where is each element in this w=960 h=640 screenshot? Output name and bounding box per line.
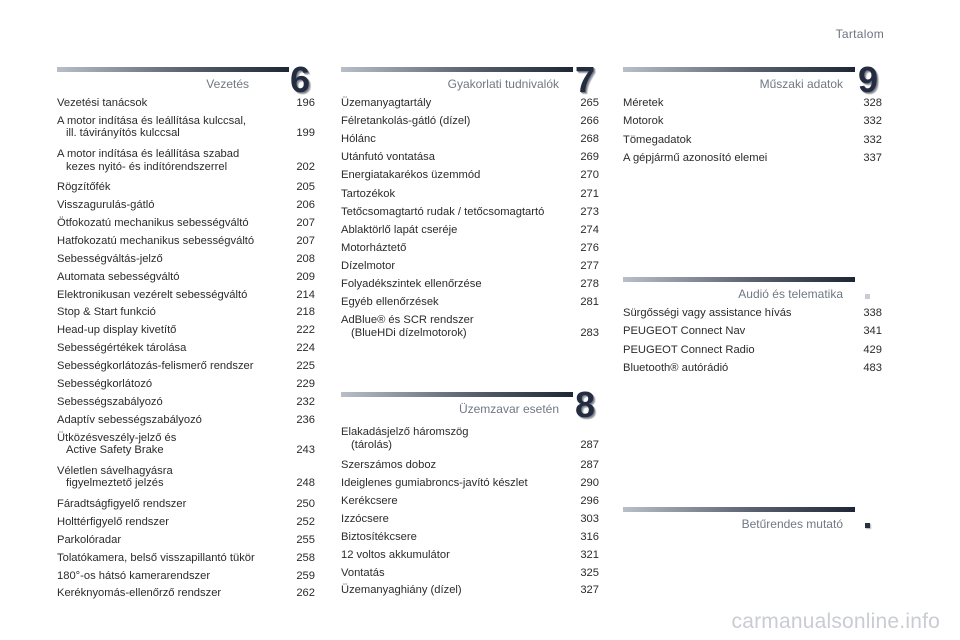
toc-entry[interactable] (623, 152, 882, 165)
toc-entry-page: 236 (296, 413, 315, 426)
toc-entry[interactable] (57, 253, 315, 266)
toc-entry[interactable] (341, 115, 599, 128)
toc-entry-title: Üzemanyagtartály (341, 97, 432, 109)
section-header (341, 384, 599, 425)
toc-entry-page: 258 (296, 551, 315, 564)
toc-entry-page: 199 (296, 127, 315, 140)
toc-entry[interactable] (57, 306, 315, 319)
toc-entry-page: 214 (296, 288, 315, 301)
toc-entry-page: 225 (296, 360, 315, 373)
toc-entry[interactable] (57, 342, 315, 355)
toc-entry[interactable] (623, 115, 882, 128)
toc-entry-title-cont: kezes nyitó- és indítórendszerrel (66, 160, 228, 173)
toc-entry-page: 259 (296, 569, 315, 582)
toc-entry[interactable] (57, 498, 315, 511)
toc-entry-title: Egyéb ellenőrzések (341, 296, 439, 309)
toc-entry-title: Méretek (623, 97, 664, 109)
toc-entry[interactable] (623, 325, 882, 338)
toc-entry-page: 196 (296, 97, 315, 109)
toc-entry-title: Hatfokozatú mechanikus sebességváltó (57, 234, 255, 247)
toc-entry-title-cont: figyelmeztető jelzés (66, 477, 164, 490)
toc-entry[interactable] (341, 260, 599, 273)
toc-entry-page: 202 (296, 160, 315, 173)
toc-entry-title: Sebességkorlátozás-felismerő rendszer (57, 360, 254, 373)
toc-entry[interactable] (57, 516, 315, 529)
toc-entry-title: Izzócsere (341, 512, 389, 525)
toc-entry-title: Dízelmotor (341, 259, 396, 272)
toc-entry[interactable] (57, 360, 315, 373)
toc-entry-title: Üzemanyaghiány (dízel) (341, 584, 462, 597)
toc-entry[interactable] (57, 148, 315, 173)
toc-entry-title: Szerszámos doboz (341, 459, 437, 472)
toc-entry-page: 209 (296, 270, 315, 283)
toc-entry-title: Visszagurulás-gátló (57, 199, 155, 211)
toc-entry-page: 273 (580, 205, 599, 218)
toc-entry-title: Vezetési tanácsok (57, 97, 148, 109)
toc-entry-title: Holttérfigyelő rendszer (57, 515, 169, 528)
toc-entry[interactable] (341, 531, 599, 544)
toc-entry-title-cont: ill. távirányítós kulccsal (66, 127, 180, 140)
toc-entry-title: Stop & Start funkció (57, 306, 156, 319)
toc-entry-page: 278 (580, 278, 599, 290)
toc-entry-page: 270 (580, 169, 599, 182)
toc-entry-title: 180°-os hátsó kamerarendszer (57, 569, 211, 582)
watermark: carmanualsonline.info (731, 610, 940, 633)
toc-entry-page: 207 (296, 216, 315, 229)
section-header (623, 507, 882, 537)
toc-entry-page: 332 (863, 115, 882, 128)
toc-entry[interactable] (341, 278, 599, 291)
toc-entry[interactable] (57, 378, 315, 391)
toc-entry[interactable] (341, 495, 599, 508)
toc-entry-page: 316 (580, 530, 599, 543)
toc-entry[interactable] (341, 206, 599, 219)
toc-entry[interactable] (623, 362, 882, 375)
toc-entry-title: Véletlen sávelhagyásra (57, 464, 173, 477)
toc-entry-title: Ideiglenes gumiabroncs-javító készlet (341, 477, 528, 489)
toc-entry-page: 232 (296, 395, 315, 408)
toc-entry-title: Sebességváltás-jelző (57, 252, 163, 265)
toc-entry-page: 266 (580, 115, 599, 128)
toc-entry[interactable] (57, 271, 315, 284)
toc-entry[interactable] (623, 134, 882, 147)
toc-entry[interactable] (57, 217, 315, 230)
toc-entry-title: Keréknyomás-ellenőrző rendszer (57, 587, 222, 600)
section-title: Műszaki adatok (759, 77, 843, 91)
toc-entry-title: A motor indítása és leállítása kulccsal, (57, 114, 247, 127)
toc-entry[interactable] (341, 224, 599, 237)
toc-entry[interactable] (57, 414, 315, 427)
section-title[interactable]: Betűrendes mutató (741, 517, 843, 531)
toc-entry-page: 483 (863, 361, 882, 374)
toc-entry[interactable] (57, 199, 315, 212)
toc-entry-title: AdBlue® és SCR rendszer (341, 314, 474, 327)
toc-entry-page: 271 (580, 187, 599, 200)
toc-entry-title: PEUGEOT Connect Radio (623, 343, 755, 356)
toc-entry-page: 229 (296, 378, 315, 390)
toc-entry-title: 12 voltos akkumulátor (341, 548, 450, 561)
toc-entry-page: 274 (580, 223, 599, 236)
toc-entry[interactable] (341, 584, 599, 597)
toc-entry[interactable] (341, 188, 599, 201)
toc-entry-title: Ötfokozatú mechanikus sebességváltó (57, 216, 249, 229)
toc-entry-title-cont: (BlueHDi dízelmotorok) (351, 326, 467, 339)
toc-entry-title: Fáradtságfigyelő rendszer (57, 497, 187, 510)
toc-entry-title: Elakadásjelző háromszög (341, 426, 469, 438)
toc-entry-title: Félretankolás-gátló (dízel) (341, 115, 471, 128)
toc-entry-title-cont: Active Safety Brake (66, 444, 164, 457)
toc-entry[interactable] (57, 587, 315, 600)
toc-entry-title: Tartozékok (341, 187, 396, 200)
toc-entry-page: 222 (296, 324, 315, 337)
toc-entry-page: 269 (580, 151, 599, 164)
toc-entry-title: Automata sebességváltó (57, 270, 180, 283)
toc-entry[interactable] (623, 307, 882, 320)
toc-entry-page: 268 (580, 133, 599, 146)
toc-entry[interactable] (57, 570, 315, 583)
toc-entry-page: 337 (863, 151, 882, 164)
toc-entry-title: Kerékcsere (341, 494, 398, 507)
toc-entry-page: 281 (580, 296, 599, 309)
section-number-icon[interactable]: 9 (857, 59, 879, 100)
toc-entry-page: 224 (296, 342, 315, 355)
toc-entry[interactable] (57, 552, 315, 565)
toc-entry-page: 290 (580, 477, 599, 489)
toc-entry-page: 255 (296, 533, 315, 546)
section-title: Üzemzavar esetén (458, 402, 559, 416)
toc-entry-page: 303 (580, 512, 599, 525)
toc-entry[interactable] (341, 296, 599, 309)
toc-entry-title: Utánfutó vontatása (341, 151, 435, 164)
section-number-icon[interactable]: 8 (574, 384, 596, 425)
toc-entry-title: Sebességkorlátozó (57, 378, 153, 390)
section-header (57, 59, 315, 100)
toc-entry-title: A motor indítása és leállítása szabad (57, 148, 240, 160)
toc-entry-page: 328 (863, 97, 882, 109)
toc-entry-page: 248 (296, 477, 315, 490)
toc-entry-title: Sürgősségi vagy assistance hívás (623, 307, 792, 319)
toc-entry-title: Sebességszabályozó (57, 395, 163, 408)
section-marker-icon[interactable] (865, 523, 870, 528)
toc-entry[interactable] (623, 97, 882, 110)
toc-entry[interactable] (57, 534, 315, 547)
toc-entry-page: 276 (580, 241, 599, 254)
toc-entry[interactable] (341, 426, 599, 451)
toc-entry[interactable] (57, 432, 315, 457)
toc-entry-title: Ablaktörlő lapát cseréje (341, 223, 458, 236)
toc-entry[interactable] (341, 549, 599, 562)
toc-entry[interactable] (57, 235, 315, 248)
toc-entry-title: Folyadékszintek ellenőrzése (341, 278, 482, 290)
toc-entry-page: 287 (580, 438, 599, 451)
toc-entry-title: Vontatás (341, 566, 385, 579)
section-number-icon[interactable]: 6 (289, 59, 311, 100)
toc-entry[interactable] (341, 477, 599, 490)
toc-entry-title: PEUGEOT Connect Nav (623, 325, 746, 338)
toc-entry-title: Sebességértékek tárolása (57, 342, 187, 355)
toc-entry-page: 341 (863, 325, 882, 338)
section-marker-icon[interactable] (865, 294, 870, 299)
toc-entry-page: 338 (863, 307, 882, 319)
toc-entry-page: 321 (580, 548, 599, 561)
toc-entry-page: 429 (863, 343, 882, 356)
toc-entry[interactable] (57, 396, 315, 409)
toc-entry-page: 206 (296, 199, 315, 211)
section-header (623, 59, 882, 100)
toc-entry[interactable] (57, 97, 315, 110)
section-title: Vezetés (206, 77, 249, 91)
section-number-icon[interactable]: 7 (574, 59, 596, 100)
toc-entry-title-cont: (tárolás) (351, 438, 393, 451)
toc-entry[interactable] (57, 324, 315, 337)
toc-entry-page: 265 (580, 97, 599, 109)
toc-entry[interactable] (341, 459, 599, 472)
toc-entry[interactable] (623, 344, 882, 357)
toc-entry-page: 243 (296, 444, 315, 457)
toc-entry-page: 208 (296, 252, 315, 265)
toc-entry-title: Head-up display kivetítő (57, 324, 177, 337)
toc-entry-title: Biztosítékcsere (341, 530, 417, 543)
toc-entry-title: Motorháztető (341, 241, 407, 254)
toc-entry[interactable] (57, 181, 315, 194)
toc-entry-title: Bluetooth® autórádió (623, 361, 729, 374)
toc-entry-page: 252 (296, 515, 315, 528)
toc-entry-page: 296 (580, 494, 599, 507)
toc-entry[interactable] (341, 242, 599, 255)
toc-entry[interactable] (57, 115, 315, 140)
toc-entry-page: 277 (580, 259, 599, 272)
toc-entry-page: 207 (296, 234, 315, 247)
toc-entry-title: Hólánc (341, 133, 376, 146)
toc-entry-title: Tetőcsomagtartó rudak / tetőcsomagtartó (341, 205, 545, 218)
toc-entry-page: 205 (296, 181, 315, 194)
toc-entry[interactable] (341, 151, 599, 164)
toc-entry-page: 250 (296, 497, 315, 510)
toc-entry-title: Adaptív sebességszabályozó (57, 413, 202, 426)
toc-entry-title: Rögzítőfék (57, 181, 111, 194)
toc-entry-page: 287 (580, 459, 599, 472)
toc-entry-title: Motorok (623, 115, 664, 128)
toc-entry[interactable] (57, 465, 315, 490)
toc-entry[interactable] (341, 513, 599, 526)
toc-entry[interactable] (341, 567, 599, 580)
toc-entry-page: 218 (296, 306, 315, 319)
toc-entry-title: Parkolóradar (57, 533, 122, 546)
section-title: Audió és telematika (738, 287, 843, 301)
toc-entry[interactable] (341, 169, 599, 182)
section-title: Gyakorlati tudnivalók (447, 77, 559, 91)
toc-entry-title: Elektronikusan vezérelt sebességváltó (57, 288, 248, 301)
section-header (623, 277, 882, 307)
toc-entry-page: 332 (863, 133, 882, 146)
toc-entry-title: Tolatókamera, belső visszapillantó tükör (57, 551, 255, 564)
toc-entry-title: Energiatakarékos üzemmód (341, 169, 481, 182)
toc-entry-page: 283 (580, 326, 599, 339)
toc-entry-title: A gépjármű azonosító elemei (623, 151, 768, 164)
toc-entry-title: Tömegadatok (623, 133, 692, 146)
section-header (341, 59, 599, 100)
page-label: Tartalom (835, 27, 884, 41)
toc-entry[interactable] (57, 289, 315, 302)
toc-entry-page: 325 (580, 566, 599, 579)
toc-entry-page: 327 (580, 584, 599, 597)
toc-entry[interactable] (341, 133, 599, 146)
toc-entry[interactable] (341, 314, 599, 339)
toc-entry[interactable] (341, 97, 599, 110)
toc-entry-page: 262 (296, 587, 315, 600)
toc-entry-title: Ütközésveszély-jelző és (57, 431, 177, 444)
